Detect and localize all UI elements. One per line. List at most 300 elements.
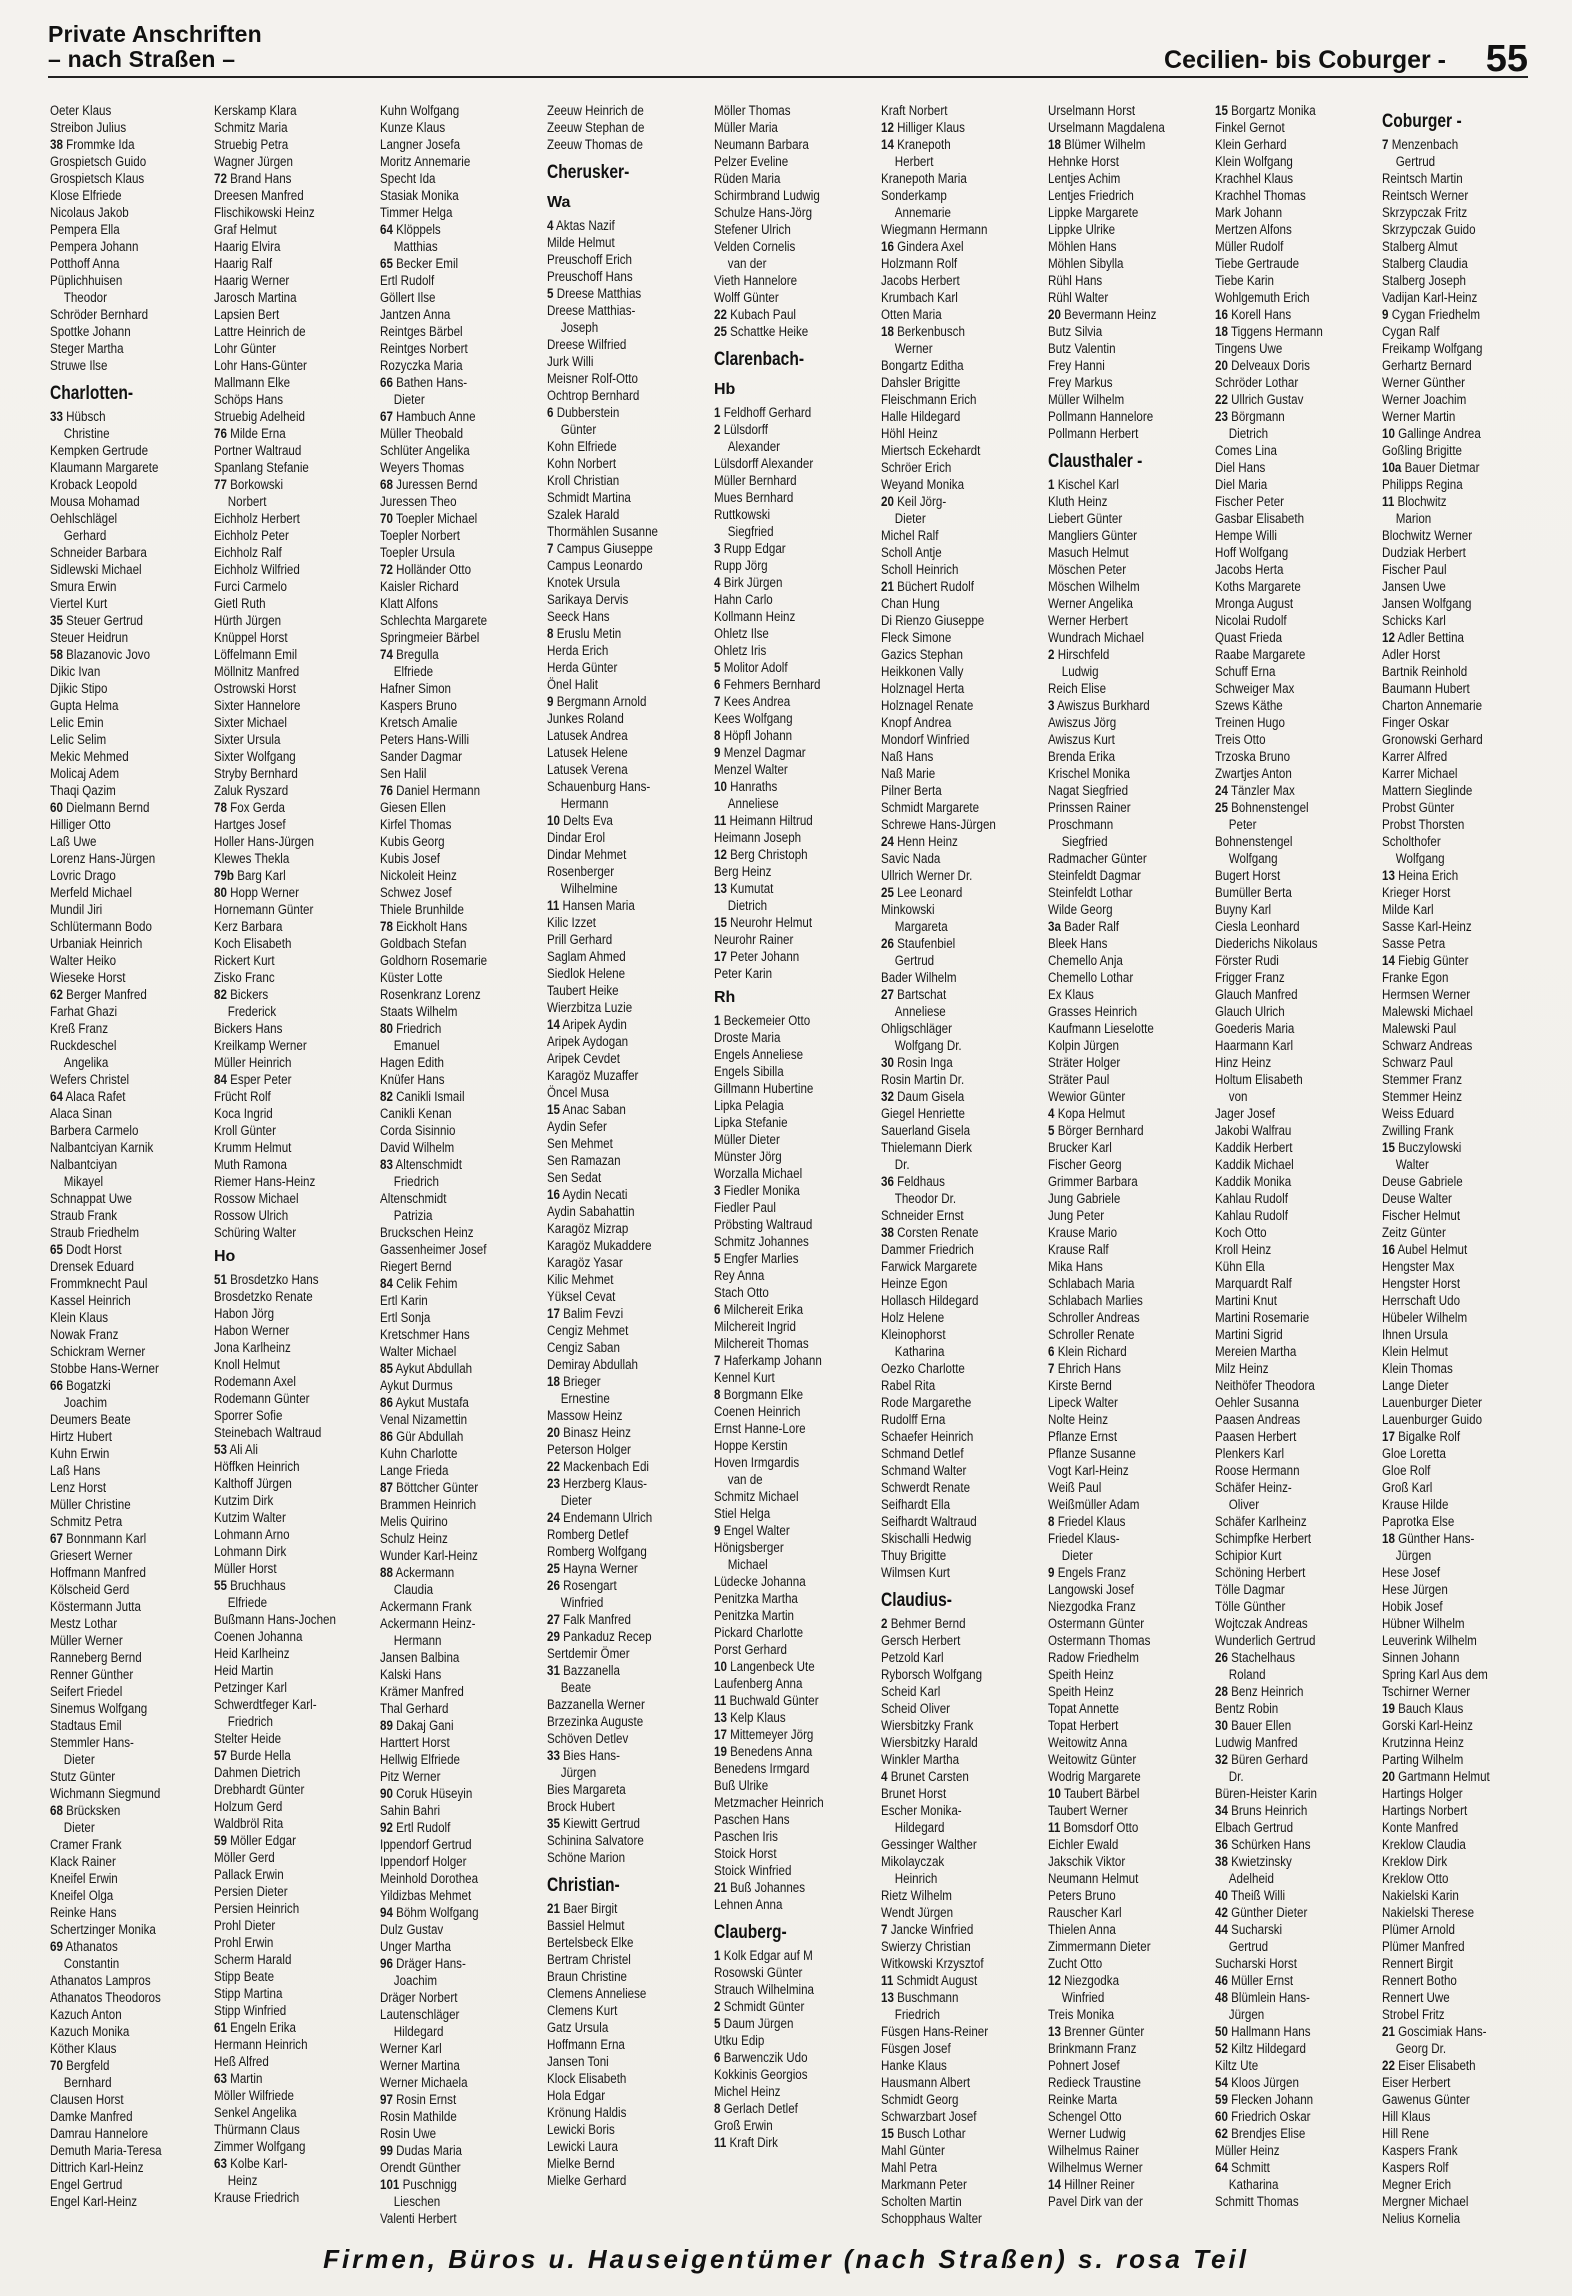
- resident-entry: [714, 1029, 853, 1046]
- resident-name: Glauch Ulrich: [1215, 1004, 1285, 1019]
- resident-name: Karagöz Mizrap: [547, 1221, 629, 1236]
- resident-name: Marquardt Ralf: [1215, 1276, 1292, 1291]
- resident-entry: [380, 1530, 519, 1547]
- resident-entry: [1382, 1428, 1521, 1445]
- resident-entry: [214, 833, 353, 850]
- resident-entry: [1215, 1462, 1354, 1479]
- resident-name-continuation: [881, 1343, 1020, 1360]
- resident-name: Müller Rudolf: [1215, 239, 1284, 254]
- resident-name: Müller Horst: [214, 1561, 277, 1576]
- resident-name: Günther Hans-: [1398, 1531, 1475, 1546]
- resident-name: Falk Manfred: [563, 1612, 631, 1627]
- resident-entry: [214, 1071, 353, 1088]
- resident-entry: [714, 1981, 853, 1998]
- resident-name: Straub Frank: [50, 1208, 118, 1223]
- resident-name: Gawenus Günter: [1382, 2092, 1470, 2107]
- resident-name: Mekic Mehmed: [50, 749, 129, 764]
- resident-entry: [714, 1794, 853, 1811]
- resident-entry: [50, 1207, 189, 1224]
- house-number: 20: [1048, 307, 1061, 322]
- resident-name: Butz Valentin: [1048, 341, 1116, 356]
- resident-name: Dielmann Bernd: [66, 800, 150, 815]
- resident-entry: [1215, 255, 1354, 272]
- resident-name: Behmer Bernd: [890, 1616, 966, 1631]
- resident-name: Kaddik Michael: [1215, 1157, 1294, 1172]
- resident-entry: [380, 1156, 519, 1173]
- resident-entry: [1215, 663, 1354, 680]
- resident-name: Celik Fehim: [396, 1276, 458, 1291]
- resident-entry: [1048, 1122, 1187, 1139]
- resident-entry: [881, 2159, 1020, 2176]
- resident-name: Kölscheid Gerd: [50, 1582, 130, 1597]
- house-number: 63: [214, 2156, 227, 2171]
- resident-entry: [380, 561, 519, 578]
- resident-name: Ertl Karin: [380, 1293, 428, 1308]
- resident-name: Müller Heinz: [1215, 2143, 1280, 2158]
- resident-entry: [1382, 1173, 1521, 1190]
- resident-name: Spring Karl Aus dem: [1382, 1667, 1488, 1682]
- resident-entry: [881, 765, 1020, 782]
- resident-entry: [547, 1832, 686, 1849]
- resident-entry: [714, 1012, 853, 1029]
- resident-entry: [547, 557, 686, 574]
- resident-name-continuation: [547, 1390, 686, 1407]
- resident-name: Pröbsting Waltraud: [714, 1217, 813, 1232]
- resident-entry: [50, 1938, 189, 1955]
- resident-entry: [1382, 1037, 1521, 1054]
- resident-name: Thürmann Claus: [214, 2122, 300, 2137]
- resident-name: Tingens Uwe: [1215, 341, 1283, 356]
- resident-name: Hallmann Hans: [1231, 2024, 1311, 2039]
- resident-entry: [1215, 170, 1354, 187]
- resident-entry: [1048, 425, 1187, 442]
- resident-name: Savic Nada: [881, 851, 941, 866]
- resident-name: Nowak Franz: [50, 1327, 119, 1342]
- resident-entry: [380, 1666, 519, 1683]
- resident-entry: [214, 1020, 353, 1037]
- resident-name: Yüksel Cevat: [547, 1289, 616, 1304]
- resident-entry: [380, 2074, 519, 2091]
- page-number: 55: [1485, 38, 1528, 80]
- resident-name: Lohr Günter: [214, 341, 276, 356]
- resident-entry: [881, 1615, 1020, 1632]
- resident-name: Klein Wolfgang: [1215, 154, 1293, 169]
- resident-name: Alexander: [727, 439, 781, 454]
- resident-name: Rühl Hans: [1048, 273, 1103, 288]
- resident-name: Wohlgemuth Erich: [1215, 290, 1310, 305]
- resident-entry: [547, 897, 686, 914]
- resident-entry: [714, 1726, 853, 1743]
- house-number: 46: [1215, 1973, 1228, 1988]
- resident-name: Schlüter Angelika: [380, 443, 470, 458]
- resident-entry: [547, 472, 686, 489]
- resident-entry: [1382, 1530, 1521, 1547]
- house-number: 82: [380, 1089, 393, 1104]
- resident-name: Kunze Klaus: [380, 120, 446, 135]
- resident-name: Birk Jürgen: [723, 575, 783, 590]
- resident-name: Speith Heinz: [1048, 1667, 1114, 1682]
- resident-entry: [1215, 408, 1354, 425]
- resident-entry: [380, 2142, 519, 2159]
- resident-name: Paschen Iris: [714, 1829, 778, 1844]
- resident-name: Kuhn Erwin: [50, 1446, 110, 1461]
- resident-entry: [214, 1475, 353, 1492]
- resident-name: Brenda Erika: [1048, 749, 1116, 764]
- resident-entry: [50, 510, 189, 527]
- resident-entry: [380, 816, 519, 833]
- resident-entry: [1048, 374, 1187, 391]
- resident-name: Dieter: [63, 1820, 95, 1835]
- resident-entry: [547, 1798, 686, 1815]
- resident-name: Kleinophorst: [881, 1327, 946, 1342]
- resident-entry: [1382, 544, 1521, 561]
- resident-entry: [50, 153, 189, 170]
- resident-entry: [1048, 1258, 1187, 1275]
- resident-name: Groß Erwin: [714, 2118, 773, 2133]
- resident-entry: [50, 1071, 189, 1088]
- resident-name: Becker Emil: [396, 256, 459, 271]
- resident-name: Seifert Friedel: [50, 1684, 123, 1699]
- resident-name-continuation: [380, 1972, 519, 1989]
- resident-entry: [214, 1730, 353, 1747]
- resident-name: Paprotka Else: [1382, 1514, 1455, 1529]
- house-number: 13: [714, 1710, 727, 1725]
- resident-entry: [1382, 2176, 1521, 2193]
- house-number: 2: [1048, 647, 1055, 662]
- resident-entry: [714, 693, 853, 710]
- house-number: 10: [547, 813, 560, 828]
- resident-name: Treis Monika: [1048, 2007, 1115, 2022]
- house-number: 20: [881, 494, 894, 509]
- resident-name: Krutzinna Heinz: [1382, 1735, 1464, 1750]
- resident-entry: [1048, 1853, 1187, 1870]
- resident-entry: [1048, 1938, 1187, 1955]
- resident-entry: [714, 170, 853, 187]
- resident-entry: [1215, 1343, 1354, 1360]
- resident-name: Mergner Michael: [1382, 2194, 1469, 2209]
- resident-entry: [881, 1122, 1020, 1139]
- resident-name: Stipp Martina: [214, 1986, 283, 2001]
- resident-entry: [214, 272, 353, 289]
- resident-name: Chemello Anja: [1048, 953, 1123, 968]
- house-number: 5: [714, 660, 721, 675]
- resident-entry: [547, 574, 686, 591]
- resident-name: Friedel Klaus: [1057, 1514, 1126, 1529]
- resident-name: Binasz Heinz: [563, 1425, 631, 1440]
- resident-entry: [881, 1292, 1020, 1309]
- resident-name: Taubert Heike: [547, 983, 619, 998]
- resident-entry: [50, 1037, 189, 1054]
- house-number: 20: [1215, 358, 1228, 373]
- house-number: 8: [714, 728, 721, 743]
- resident-name: Zisko Franc: [214, 970, 275, 985]
- resident-entry: [881, 1887, 1020, 1904]
- resident-name: Kaspers Bruno: [380, 698, 457, 713]
- resident-name: Müller Wilhelm: [1048, 392, 1125, 407]
- resident-name: Krumbach Karl: [881, 290, 958, 305]
- resident-entry: [50, 1003, 189, 1020]
- house-number: 74: [380, 647, 393, 662]
- resident-name: Dittrich Karl-Heinz: [50, 2160, 144, 2175]
- resident-name: Menzel Dagmar: [723, 745, 806, 760]
- resident-name: Lange Dieter: [1382, 1378, 1449, 1393]
- resident-entry: [214, 1798, 353, 1815]
- resident-name: Porst Gerhard: [714, 1642, 787, 1657]
- resident-entry: [547, 744, 686, 761]
- resident-entry: [214, 986, 353, 1003]
- resident-name-continuation: [881, 340, 1020, 357]
- resident-entry: [1048, 408, 1187, 425]
- resident-entry: [1215, 1411, 1354, 1428]
- resident-entry: [1382, 833, 1521, 850]
- resident-entry: [1048, 1615, 1187, 1632]
- resident-entry: [214, 1373, 353, 1390]
- resident-entry: [380, 510, 519, 527]
- resident-entry: [881, 561, 1020, 578]
- resident-entry: [380, 272, 519, 289]
- resident-entry: [50, 170, 189, 187]
- resident-name-continuation: [380, 2023, 519, 2040]
- resident-name: Peter: [1228, 817, 1257, 832]
- resident-name: Yildizbas Mehmet: [380, 1888, 472, 1903]
- resident-entry: [714, 153, 853, 170]
- street-heading: Clarenbach-: [714, 349, 805, 370]
- resident-entry: [214, 1424, 353, 1441]
- resident-name: Wojtczak Andreas: [1215, 1616, 1308, 1631]
- resident-entry: [1048, 1156, 1187, 1173]
- resident-entry: [214, 2121, 353, 2138]
- resident-name: Stemmer Franz: [1382, 1072, 1463, 1087]
- resident-name: Frey Markus: [1048, 375, 1113, 390]
- resident-entry: [1048, 153, 1187, 170]
- house-number: 11: [1382, 494, 1395, 509]
- resident-name: Mittemeyer Jörg: [730, 1727, 814, 1742]
- resident-name: Füsgen Josef: [881, 2041, 951, 2056]
- resident-name: Schengel Otto: [1048, 2109, 1122, 2124]
- house-number: 12: [881, 120, 894, 135]
- resident-name: Schwerdt Renate: [881, 1480, 971, 1495]
- resident-name: Engels Franz: [1057, 1565, 1127, 1580]
- resident-name: Rossow Michael: [214, 1191, 299, 1206]
- house-number: 35: [547, 1816, 560, 1831]
- resident-name: Krachhel Klaus: [1215, 171, 1294, 186]
- resident-entry: [547, 1985, 686, 2002]
- resident-entry: [1382, 391, 1521, 408]
- resident-entry: [547, 727, 686, 744]
- house-number: 11: [714, 2135, 727, 2150]
- resident-name: Friedrich Oskar: [1231, 2109, 1311, 2124]
- resident-name: Büren Gerhard: [1231, 1752, 1308, 1767]
- resident-entry: [214, 2189, 353, 2206]
- resident-entry: [881, 357, 1020, 374]
- resident-name: Rickert Kurt: [214, 953, 275, 968]
- resident-name: Oeter Klaus: [50, 103, 112, 118]
- resident-entry: [881, 1411, 1020, 1428]
- resident-entry: [1382, 663, 1521, 680]
- resident-entry: [547, 982, 686, 999]
- directory-column: [547, 102, 709, 2232]
- resident-entry: [547, 1050, 686, 1067]
- resident-entry: [1048, 119, 1187, 136]
- resident-name-continuation: [1215, 425, 1354, 442]
- resident-entry: [214, 646, 353, 663]
- resident-name: Werner Michaela: [380, 2075, 468, 2090]
- resident-name: Jona Karlheinz: [214, 1340, 291, 1355]
- resident-name: Otten Maria: [881, 307, 942, 322]
- resident-name: Ranneberg Bernd: [50, 1650, 142, 1665]
- resident-name: Klaumann Margarete: [50, 460, 159, 475]
- resident-name: Prill Gerhard: [547, 932, 613, 947]
- resident-entry: [50, 255, 189, 272]
- resident-entry: [214, 2019, 353, 2036]
- resident-name: Nagat Siegfried: [1048, 783, 1129, 798]
- resident-entry: [1382, 2193, 1521, 2210]
- resident-entry: [1382, 1377, 1521, 1394]
- resident-entry: [881, 2074, 1020, 2091]
- district-code: Ho: [214, 1248, 236, 1265]
- house-number: 18: [1048, 137, 1061, 152]
- resident-name: Büren-Heister Karin: [1215, 1786, 1317, 1801]
- resident-entry: [380, 306, 519, 323]
- resident-name: Ehrich Hans: [1057, 1361, 1121, 1376]
- resident-entry: [881, 884, 1020, 901]
- resident-entry: [881, 816, 1020, 833]
- resident-entry: [1048, 1173, 1187, 1190]
- resident-entry: [380, 1853, 519, 1870]
- resident-name: Zwilling Frank: [1382, 1123, 1454, 1138]
- resident-name: Steinfeldt Dagmar: [1048, 868, 1141, 883]
- resident-entry: [50, 952, 189, 969]
- resident-name: Griesert Werner: [50, 1548, 133, 1563]
- resident-name: Brosdetzko Renate: [214, 1289, 313, 1304]
- house-number: 11: [547, 898, 560, 913]
- resident-entry: [881, 2057, 1020, 2074]
- resident-name: Habon Werner: [214, 1323, 290, 1338]
- resident-entry: [1048, 680, 1187, 697]
- resident-name: Dräger Hans-: [396, 1956, 466, 1971]
- resident-name: Börger Bernhard: [1057, 1123, 1144, 1138]
- resident-entry: [214, 1407, 353, 1424]
- resident-name: Eichholz Wilfried: [214, 562, 300, 577]
- resident-name: Marion: [1395, 511, 1432, 526]
- resident-name: Knopf Andrea: [881, 715, 952, 730]
- resident-entry: [214, 1305, 353, 1322]
- resident-entry: [214, 561, 353, 578]
- resident-name: Mackenbach Edi: [563, 1459, 650, 1474]
- resident-name: Rosin Mathilde: [380, 2109, 457, 2124]
- resident-name: Fiedler Paul: [714, 1200, 776, 1215]
- resident-name-continuation: [881, 918, 1020, 935]
- resident-entry: [380, 765, 519, 782]
- resident-name: Nicolai Rudolf: [1215, 613, 1287, 628]
- resident-entry: [1215, 680, 1354, 697]
- resident-entry: [50, 1717, 189, 1734]
- house-number: 2: [714, 1999, 721, 2014]
- resident-name: Stobbe Hans-Werner: [50, 1361, 159, 1376]
- house-number: 4: [714, 575, 721, 590]
- resident-entry: [1048, 986, 1187, 1003]
- resident-entry: [1215, 969, 1354, 986]
- resident-name: Zimmer Wolfgang: [214, 2139, 306, 2154]
- resident-name: Halle Hildegard: [881, 409, 961, 424]
- resident-entry: [547, 1254, 686, 1271]
- house-number: 55: [214, 1578, 227, 1593]
- house-number: 84: [214, 1072, 227, 1087]
- resident-name: Persien Dieter: [214, 1884, 288, 1899]
- resident-name: Mereien Martha: [1215, 1344, 1297, 1359]
- resident-entry: [1382, 799, 1521, 816]
- resident-entry: [214, 391, 353, 408]
- resident-name: Möhlen Hans: [1048, 239, 1117, 254]
- resident-entry: [1215, 1190, 1354, 1207]
- resident-entry: [50, 2023, 189, 2040]
- resident-entry: [1382, 1513, 1521, 1530]
- resident-name: Bruckschen Heinz: [380, 1225, 474, 1240]
- resident-entry: [1215, 1513, 1354, 1530]
- resident-name: Kraft Dirk: [729, 2135, 778, 2150]
- house-number: 18: [1215, 324, 1228, 339]
- resident-name: Wunder Karl-Heinz: [380, 1548, 478, 1563]
- resident-name: Heikkonen Vally: [881, 664, 964, 679]
- resident-entry: [1215, 204, 1354, 221]
- resident-entry: [881, 1768, 1020, 1785]
- header-left: [48, 22, 262, 72]
- resident-entry: [50, 1666, 189, 1683]
- resident-name: Pelzer Eveline: [714, 154, 789, 169]
- resident-name: Proschmann: [1048, 817, 1114, 832]
- resident-name: Lipka Stefanie: [714, 1115, 788, 1130]
- resident-name-continuation: [881, 153, 1020, 170]
- resident-name: Niezgodka Franz: [1048, 1599, 1136, 1614]
- resident-name: Sasse Karl-Heinz: [1382, 919, 1472, 934]
- resident-name: Struebig Petra: [214, 137, 289, 152]
- resident-name-continuation: [1048, 1989, 1187, 2006]
- resident-name: Hanke Klaus: [881, 2058, 947, 2073]
- resident-name-continuation: [50, 1955, 189, 1972]
- resident-name-continuation: [1382, 850, 1521, 867]
- resident-name: Elfriede: [393, 664, 434, 679]
- resident-name: Schwarz Andreas: [1382, 1038, 1473, 1053]
- resident-name: Möller Gerd: [214, 1850, 275, 1865]
- resident-entry: [1048, 306, 1187, 323]
- resident-name: Lelic Selim: [50, 732, 107, 747]
- resident-entry: [1048, 255, 1187, 272]
- resident-entry: [1048, 1377, 1187, 1394]
- resident-name: Wunderlich Gertrud: [1215, 1633, 1316, 1648]
- house-number: 33: [547, 1748, 560, 1763]
- resident-entry: [214, 1900, 353, 1917]
- house-number: 14: [881, 137, 894, 152]
- resident-name: Müller Ernst: [1231, 1973, 1294, 1988]
- resident-name: Engel Walter: [723, 1523, 790, 1538]
- resident-name: Swierzy Christian: [881, 1939, 971, 1954]
- resident-entry: [50, 2091, 189, 2108]
- resident-name: Rühl Walter: [1048, 290, 1109, 305]
- resident-entry: [1048, 595, 1187, 612]
- house-number: 9: [714, 1523, 721, 1538]
- resident-name: Mikolayczak: [881, 1854, 945, 1869]
- resident-entry: [881, 2193, 1020, 2210]
- resident-entry: [50, 1530, 189, 1547]
- resident-entry: [881, 901, 1020, 918]
- resident-entry: [1382, 1054, 1521, 1071]
- resident-entry: [214, 136, 353, 153]
- resident-entry: [1048, 1972, 1187, 1989]
- resident-name: Werner Ludwig: [1048, 2126, 1126, 2141]
- resident-entry: [1048, 510, 1187, 527]
- resident-name: Bies Hans-: [563, 1748, 620, 1763]
- resident-name: Zeeuw Thomas de: [547, 137, 643, 152]
